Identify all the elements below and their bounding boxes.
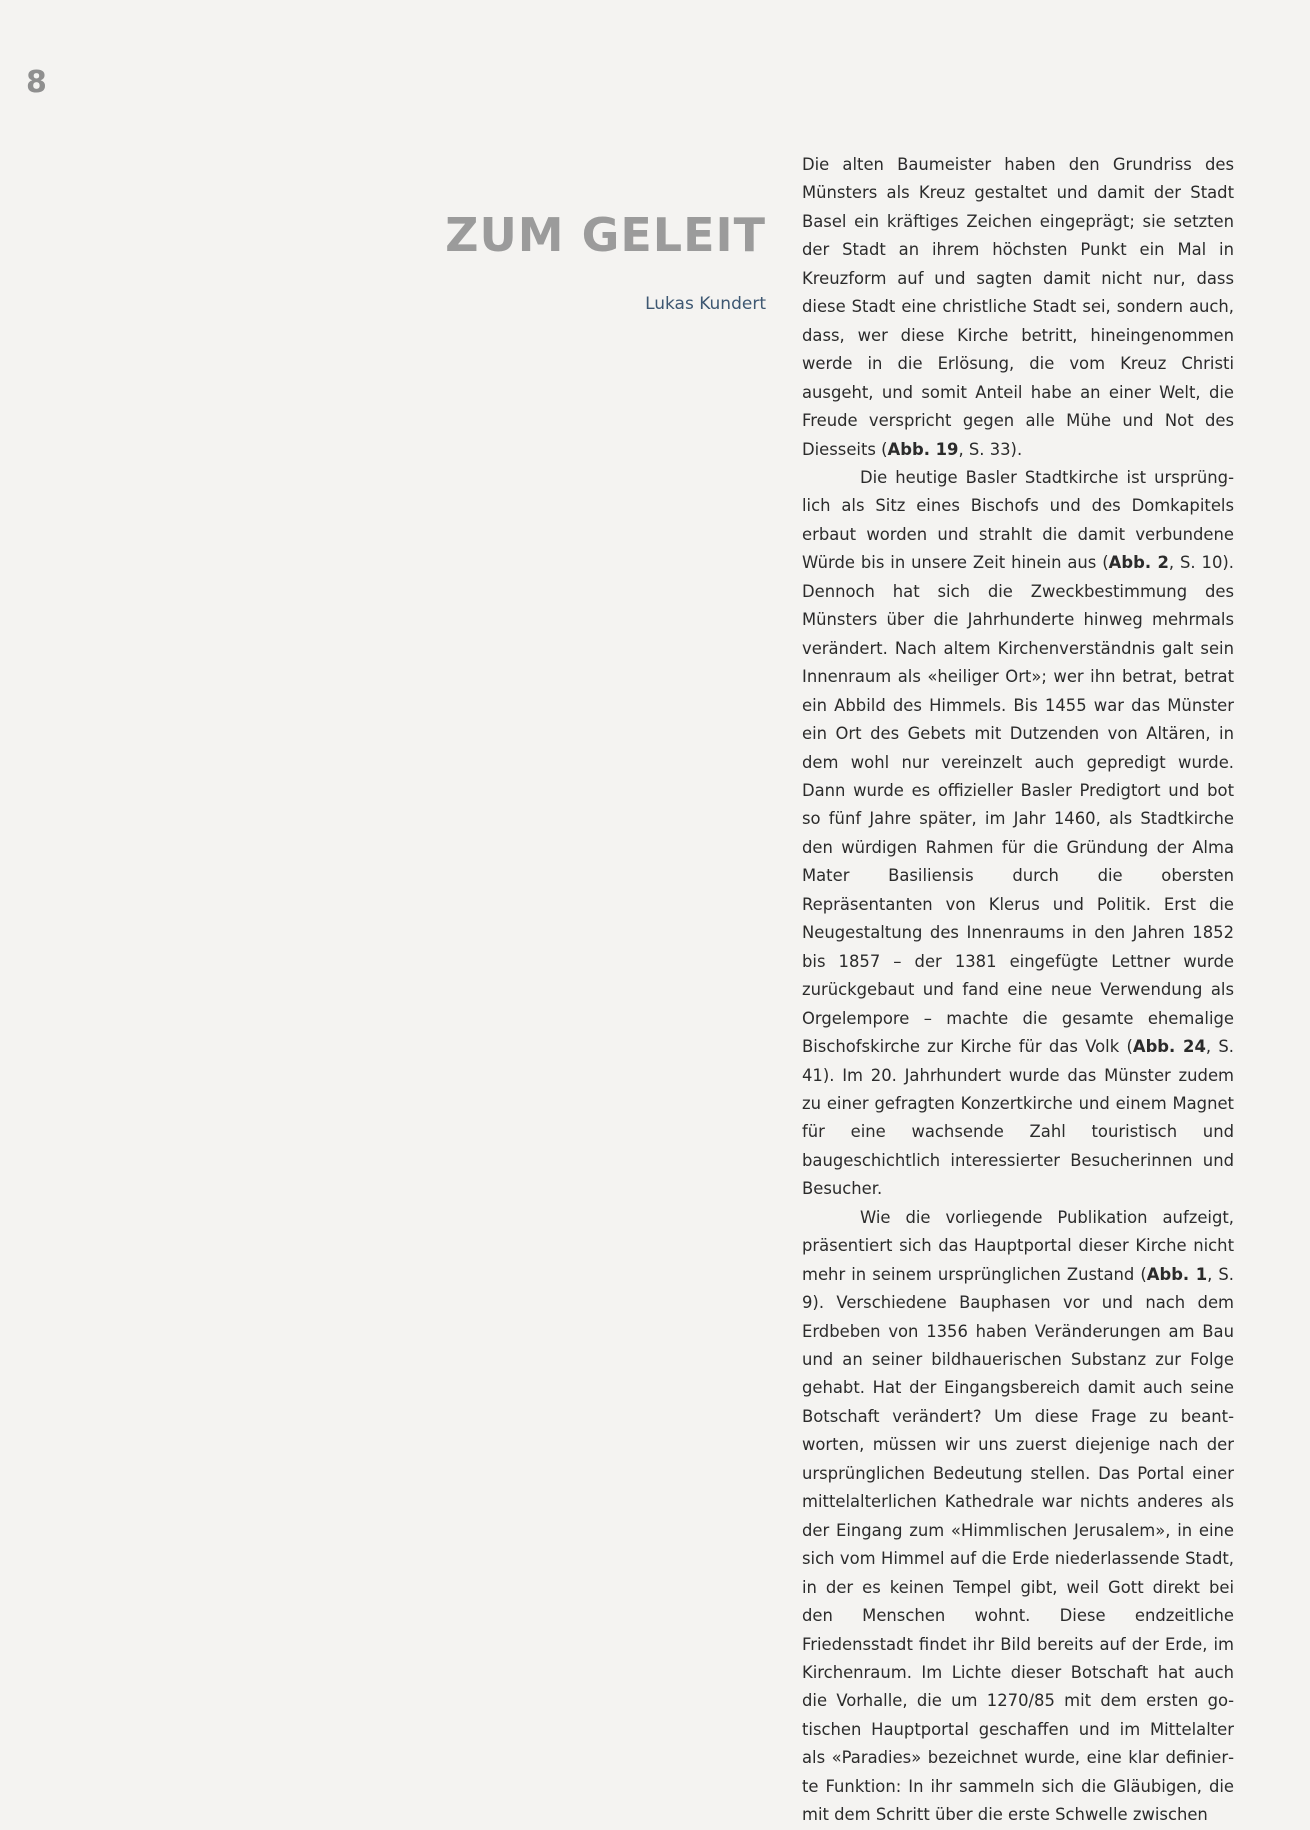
author-name: Lukas Kundert	[645, 294, 766, 314]
figure-reference: Abb. 19	[887, 439, 959, 459]
text-segment: , S. 41). Im 20. Jahrhundert wurde das Münster zudem zu einer gefragten Konzertkirche und einem Magnet für eine wachsende Zahl touristisch und baugeschichtlich interessierter Besucherinnen und Besucher.	[802, 1037, 1234, 1199]
text-segment: , S. 9). Verschiedene Bauphasen vor und nach dem Erdbeben von 1356 haben Veränderungen am Bau und an seiner bildhauerischen Substanz zur Folge gehabt. Hat der Eingangsbereich damit auch seine Botschaft verändert? Um diese Frage zu beantworten, müssen wir uns zuerst diejenige nach der ursprünglichen Bedeutung stellen. Das Portal einer mittelalterlichen Kathedrale war nichts anderes als der Eingang zum «Himmlischen Jerusalem», in eine sich vom Himmel auf die Erde niederlassende Stadt, in der es keinen Tempel gibt, weil Gott direkt bei den Menschen wohnt. Diese endzeitliche Friedensstadt findet ihr Bild bereits auf der Erde, im Kirchenraum. Im Lichte dieser Botschaft hat auch die Vorhalle, die um 1270/85 mit dem ersten gotischen Hauptportal geschaffen und im Mittelalter als «Paradies» bezeichnet wurde, eine klar definierte Funktion: In ihr sammeln sich die Gläubigen, die mit dem Schritt über die erste Schwelle zwischen	[802, 1264, 1234, 1825]
paragraph-1	[802, 151, 1234, 464]
page-title: ZUM GELEIT	[445, 208, 766, 262]
text-segment: Die alten Baumeister haben den Grundriss des Münsters als Kreuz gestaltet und damit der Stadt Basel ein kräftiges Zeichen eingeprägt; sie setzten der Stadt an ihrem höchsten Punkt ein Mal in Kreuzform auf und sagten damit nicht nur, dass diese Stadt eine christliche Stadt sei, sondern auch, dass, wer diese Kirche betritt, hineingenommen werde in die Erlösung, die vom Kreuz Christi ausgeht, und somit Anteil habe an einer Welt, die Freude verspricht gegen alle Mühe und Not des Diesseits (	[802, 155, 1234, 459]
body-text	[802, 151, 1234, 1830]
paragraph-2	[802, 464, 1234, 1204]
page-number: 8	[26, 65, 47, 100]
figure-reference: Abb. 2	[1108, 553, 1169, 573]
figure-reference: Abb. 24	[1132, 1037, 1206, 1057]
text-segment: Wie die vorliegende Publikation aufzeigt, präsentiert sich das Hauptportal dieser Kirche nicht mehr in seinem ursprünglichen Zustand (	[802, 1207, 1234, 1284]
text-segment: , S. 10). Dennoch hat sich die Zweckbestimmung des Münsters über die Jahrhunderte hinweg mehrmals verändert. Nach altem Kirchenverständnis galt sein Innenraum als «heiliger Ort»; wer ihn betrat, betrat ein Abbild des Himmels. Bis 1455 war das Münster ein Ort des Gebets mit Dutzenden von Altären, in dem wohl nur vereinzelt auch gepredigt wurde. Dann wurde es offizieller Basler Predigtort und bot so fünf Jahre später, im Jahr 1460, als Stadtkirche den würdigen Rahmen für die Gründung der Alma Mater Basiliensis durch die obersten Repräsentanten von Klerus und Politik. Erst die Neugestaltung des Innenraums in den Jahren 1852 bis 1857 – der 1381 eingefügte Lettner wurde zurückgebaut und fand eine neue Verwendung als Orgelempore – machte die gesamte ehemalige Bischofskirche zur Kirche für das Volk (	[802, 553, 1234, 1057]
paragraph-3	[802, 1204, 1234, 1830]
figure-reference: Abb. 1	[1146, 1264, 1208, 1284]
text-segment: , S. 33).	[958, 439, 1023, 459]
text-segment: Die heutige Basler Stadtkirche ist ursprünglich als Sitz eines Bischofs und des Domkapitels erbaut worden und strahlt die damit verbundene Würde bis in unsere Zeit hinein aus (	[802, 467, 1234, 573]
